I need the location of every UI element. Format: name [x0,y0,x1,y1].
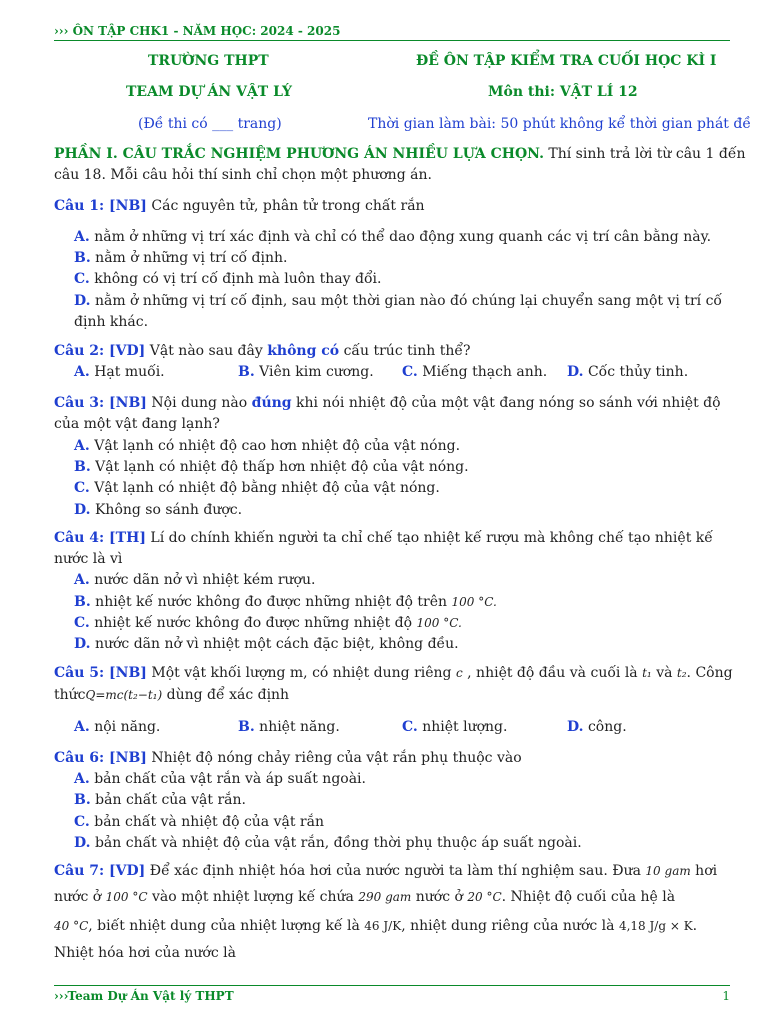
top-banner: ››› ÔN TẬP CHK1 - NĂM HỌC: 2024 - 2025 [54,24,341,38]
q4-option-d[interactable]: D. nước dãn nở vì nhiệt một cách đặc biệt, không đều. [74,636,459,652]
q2-option-c[interactable]: C. Miếng thạch anh. [402,364,548,380]
q2-option-d[interactable]: D. Cốc thủy tinh. [567,364,689,380]
q1-option-d-cont: định khác. [74,314,149,330]
q5-option-b[interactable]: B. nhiệt năng. [238,719,340,735]
top-divider [54,40,730,41]
q2-option-b[interactable]: B. Viên kim cương. [238,364,374,380]
question-7: Câu 7: [VD] Để xác định nhiệt hóa hơi của nước người ta làm thí nghiệm sau. Đưa 10 gam hơi [54,863,718,879]
q5-option-a[interactable]: A. nội năng. [74,719,161,735]
footer-text: ›››Team Dự Án Vật lý THPT [54,989,234,1003]
part1-intro-cont: câu 18. Mỗi câu hỏi thí sinh chỉ chọn một phương án. [54,167,432,183]
q1-option-a[interactable]: A. nằm ở những vị trí xác định và chỉ có thể dao động xung quanh các vị trí cân bằng này. [74,229,712,245]
q6-option-b[interactable]: B. bản chất của vật rắn. [74,792,246,808]
q5-option-c[interactable]: C. nhiệt lượng. [402,719,508,735]
time-note: Thời gian làm bài: 50 phút không kể thời gian phát đề [368,116,751,132]
part1-title: PHẦN I. CÂU TRẮC NGHIỆM PHƯƠNG ÁN NHIỀU LỰA CHỌN. [54,146,544,162]
q6-option-a[interactable]: A. bản chất của vật rắn và áp suất ngoài. [74,771,366,787]
q2-option-a[interactable]: A. Hạt muối. [74,364,165,380]
question-3-cont: của một vật đang lạnh? [54,416,220,432]
question-6: Câu 6: [NB] Nhiệt độ nóng chảy riêng của vật rắn phụ thuộc vào [54,750,522,766]
team-name: TEAM DỰ ÁN VẬT LÝ [126,84,293,100]
question-4-cont: nước là vì [54,551,123,567]
bottom-divider [54,985,730,986]
q4-option-c[interactable]: C. nhiệt kế nước không đo được những nhiệt độ 100 °C. [74,615,462,631]
q3-option-b[interactable]: B. Vật lạnh có nhiệt độ thấp hơn nhiệt độ của vật nóng. [74,459,469,475]
question-7-line3: 40 °C, biết nhiệt dung của nhiệt lượng kế là 46 J/K, nhiệt dung riêng của nước là 4,18 J/g × K. [54,918,698,934]
subject-line: Môn thi: VẬT LÍ 12 [488,84,638,100]
question-2: Câu 2: [VD] Vật nào sau đây không có cấu trúc tinh thể? [54,343,471,359]
q5-option-d[interactable]: D. công. [567,719,627,735]
q3-option-a[interactable]: A. Vật lạnh có nhiệt độ cao hơn nhiệt độ của vật nóng. [74,438,461,454]
question-label: Câu 1: [NB] [54,198,147,214]
formula: Q=mc(t₂−t₁) [85,688,163,702]
q3-option-c[interactable]: C. Vật lạnh có nhiệt độ bằng nhiệt độ của vật nóng. [74,480,440,496]
page-number: 1 [722,989,730,1003]
exam-title: ĐỀ ÔN TẬP KIỂM TRA CUỐI HỌC KÌ I [416,53,717,69]
question-5-cont: thứcQ=mc(t₂−t₁) dùng để xác định [54,687,290,703]
part1-intro: PHẦN I. CÂU TRẮC NGHIỆM PHƯƠNG ÁN NHIỀU LỰA CHỌN. Thí sinh trả lời từ câu 1 đến [54,146,746,162]
school-name: TRƯỜNG THPT [148,53,269,69]
question-5: Câu 5: [NB] Một vật khối lượng m, có nhiệt dung riêng c , nhiệt độ đầu và cuối là t₁ và t₂. Công [54,665,733,681]
question-7-line4: Nhiệt hóa hơi của nước là [54,945,236,961]
pages-note: (Đề thi có ___ trang) [138,116,282,132]
q6-option-d[interactable]: D. bản chất và nhiệt độ của vật rắn, đồng thời phụ thuộc áp suất ngoài. [74,835,582,851]
question-1: Câu 1: [NB] Các nguyên tử, phân tử trong chất rắn [54,198,425,214]
question-3: Câu 3: [NB] Nội dung nào đúng khi nói nhiệt độ của một vật đang nóng so sánh với nhiệt độ [54,395,721,411]
question-4: Câu 4: [TH] Lí do chính khiến người ta chỉ chế tạo nhiệt kế rượu mà không chế tạo nhiệt kế [54,530,713,546]
q4-option-b[interactable]: B. nhiệt kế nước không đo được những nhiệt độ trên 100 °C. [74,594,497,610]
q1-option-c[interactable]: C. không có vị trí cố định mà luôn thay đổi. [74,271,382,287]
q1-option-b[interactable]: B. nằm ở những vị trí cố định. [74,250,288,266]
q1-option-d[interactable]: D. nằm ở những vị trí cố định, sau một thời gian nào đó chúng lại chuyển sang một vị trí cố [74,293,722,309]
q4-option-a[interactable]: A. nước dãn nở vì nhiệt kém rượu. [74,572,316,588]
q6-option-c[interactable]: C. bản chất và nhiệt độ của vật rắn [74,814,324,830]
q3-option-d[interactable]: D. Không so sánh được. [74,502,243,518]
question-7-line2: nước ở 100 °C vào một nhiệt lượng kế chứa 290 gam nước ở 20 °C. Nhiệt độ cuối của hệ là [54,889,676,905]
